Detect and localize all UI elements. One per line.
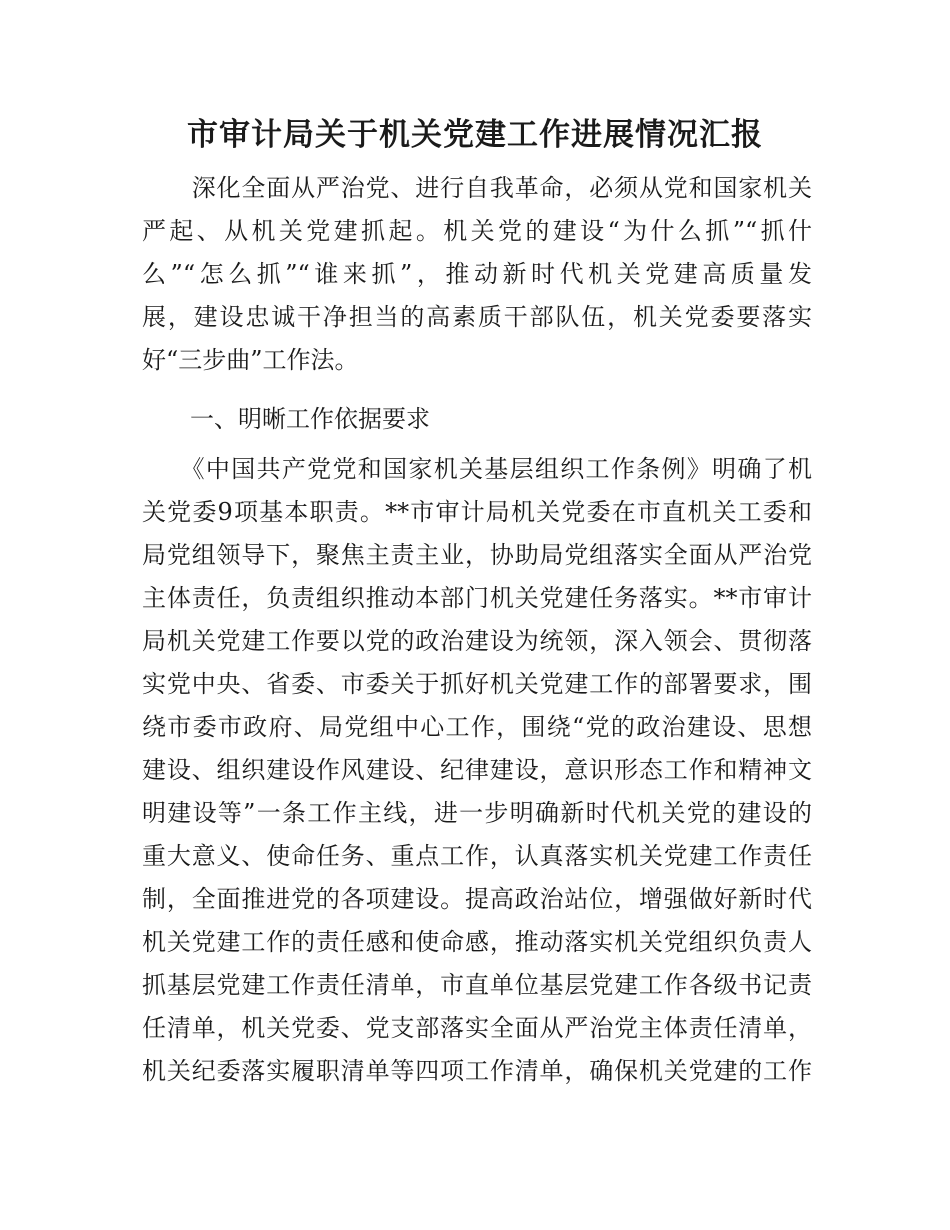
section-heading: 一、明晰工作依据要求 [190,405,430,433]
text-line: 实党中央、省委、市委关于抓好机关党建工作的部署要求，围 [142,670,812,698]
text-line: 任清单，机关党委、党支部落实全面从严治党主体责任清单， [142,1014,812,1042]
text-line: 机关纪委落实履职清单等四项工作清单，确保机关党建的工作 [142,1057,812,1085]
text-line: 建设、组织建设作风建设、纪律建设，意识形态工作和精神文 [142,756,812,784]
text-line: 绕市委市政府、局党组中心工作，围绕“党的政治建设、思想 [142,713,812,741]
text-line: 局党组领导下，聚焦主责主业，协助局党组落实全面从严治党 [142,541,812,569]
text-line: 严起、从机关党建抓起。机关党的建设“为什么抓”“抓什 [142,217,812,245]
text-line: 么”“怎么抓”“谁来抓”，推动新时代机关党建高质量发 [142,260,812,288]
text-line: 《中国共产党党和国家机关基层组织工作条例》明确了机 [142,455,812,483]
text-line: 好“三步曲”工作法。 [142,346,359,374]
text-line: 主体责任，负责组织推动本部门机关党建任务落实。**市审计 [142,584,812,612]
intro-paragraph [142,167,812,382]
text-line: 关党委9项基本职责。**市审计局机关党委在市直机关工委和 [142,498,812,526]
text-line: 深化全面从严治党、进行自我革命，必须从党和国家机关 [142,174,812,202]
text-line: 抓基层党建工作责任清单，市直单位基层党建工作各级书记责 [142,971,812,999]
text-line: 机关党建工作的责任感和使命感，推动落实机关党组织负责人 [142,928,812,956]
text-line: 制，全面推进党的各项建设。提高政治站位，增强做好新时代 [142,885,812,913]
text-line: 展，建设忠诚干净担当的高素质干部队伍，机关党委要落实 [142,303,812,331]
text-line: 局机关党建工作要以党的政治建设为统领，深入领会、贯彻落 [142,627,812,655]
section-paragraph [142,448,812,1093]
text-line: 明建设等”一条工作主线，进一步明确新时代机关党的建设的 [142,799,812,827]
document-title: 市审计局关于机关党建工作进展情况汇报 [187,117,763,153]
text-line: 重大意义、使命任务、重点工作，认真落实机关党建工作责任 [142,842,812,870]
